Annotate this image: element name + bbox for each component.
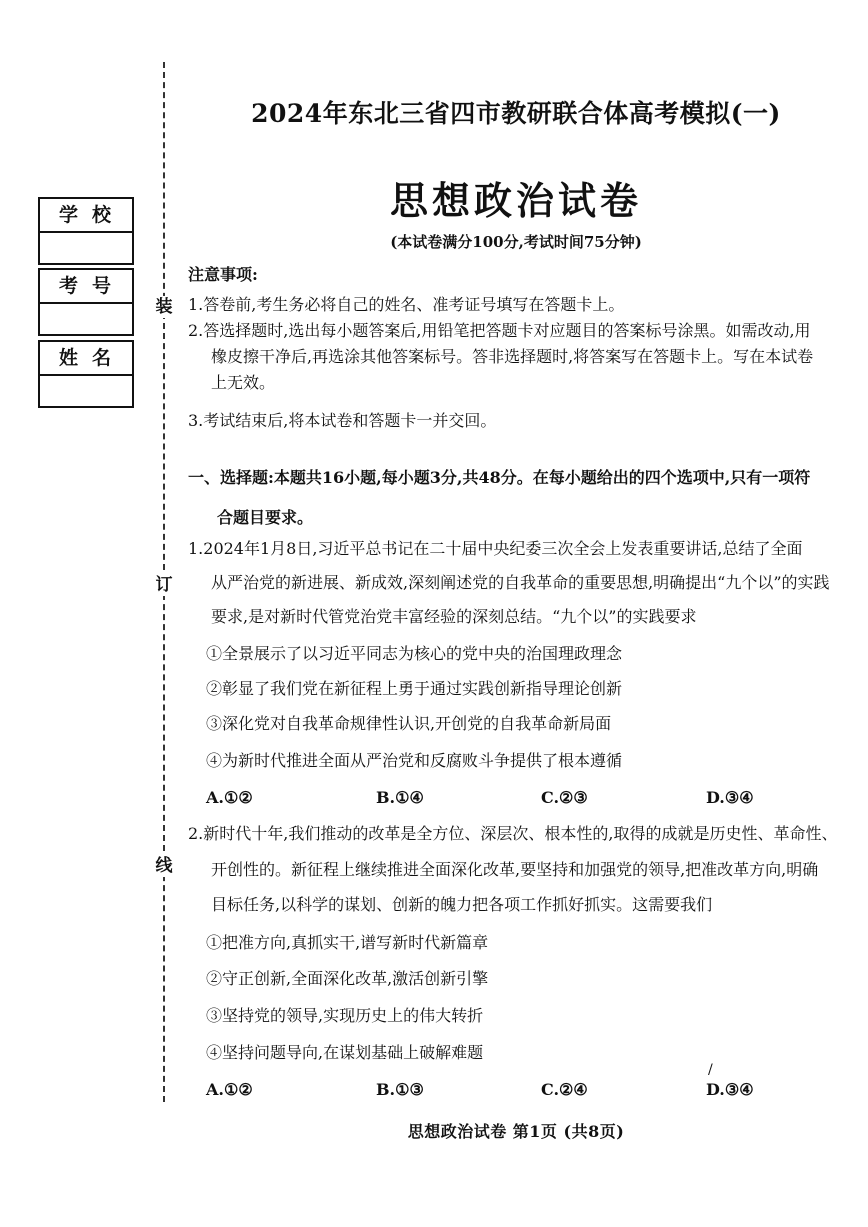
- school-fill-area[interactable]: [40, 233, 132, 263]
- binding-char-ding: 订: [152, 574, 176, 596]
- question-1-stem: 1.2024年1月8日,习近平总书记在二十届中央纪委三次全会上发表重要讲话,总结了全面: [188, 539, 803, 558]
- school-label: 学校: [40, 199, 132, 233]
- notes-title: 注意事项:: [188, 265, 258, 284]
- subject-title: 思想政治试卷: [389, 178, 642, 223]
- name-fill-area[interactable]: [40, 376, 132, 406]
- question-1-choice-c[interactable]: C.②③: [541, 788, 588, 807]
- pencil-mark: /: [708, 1062, 713, 1078]
- exam-title: 2024年东北三省四市教研联合体高考模拟(一): [251, 99, 781, 128]
- exam-number-label: 考号: [40, 270, 132, 304]
- question-2-stem: 开创性的。新征程上继续推进全面深化改革,要坚持和加强党的领导,把准改革方向,明确: [211, 860, 819, 879]
- school-field[interactable]: [38, 197, 134, 265]
- question-2-statement: ①把准方向,真抓实干,谱写新时代新篇章: [206, 933, 489, 952]
- question-2-choice-b[interactable]: B.①③: [376, 1080, 424, 1099]
- question-1-stem: 从严治党的新进展、新成效,深刻阐述党的自我革命的重要思想,明确提出“九个以”的实践: [211, 573, 830, 592]
- name-label: 姓名: [40, 342, 132, 376]
- name-field[interactable]: [38, 340, 134, 408]
- question-1-choice-b[interactable]: B.①④: [376, 788, 424, 807]
- note-item: 3.考试结束后,将本试卷和答题卡一并交回。: [188, 411, 497, 430]
- question-1-statement: ②彰显了我们党在新征程上勇于通过实践创新指导理论创新: [206, 679, 623, 698]
- binding-char-xian: 线: [152, 855, 176, 877]
- paper-info: (本试卷满分100分,考试时间75分钟): [390, 233, 642, 251]
- question-1-statement: ①全景展示了以习近平同志为核心的党中央的治国理政理念: [206, 644, 623, 663]
- section-heading: 一、选择题:本题共16小题,每小题3分,共48分。在每小题给出的四个选项中,只有一项符: [188, 468, 811, 487]
- question-2-stem: 目标任务,以科学的谋划、创新的魄力把各项工作抓好抓实。这需要我们: [211, 895, 713, 914]
- question-2-choice-a[interactable]: A.①②: [206, 1080, 253, 1099]
- exam-number-field[interactable]: [38, 268, 134, 336]
- question-2-statement: ③坚持党的领导,实现历史上的伟大转折: [206, 1006, 484, 1025]
- question-1-statement: ④为新时代推进全面从严治党和反腐败斗争提供了根本遵循: [206, 751, 623, 770]
- question-1-choice-a[interactable]: A.①②: [206, 788, 253, 807]
- note-item: 2.答选择题时,选出每小题答案后,用铅笔把答题卡对应题目的答案标号涂黑。如需改动,用: [188, 321, 811, 340]
- question-2-choice-d[interactable]: D.③④: [706, 1080, 754, 1099]
- note-item: 1.答卷前,考生务必将自己的姓名、准考证号填写在答题卡上。: [188, 295, 625, 314]
- page-footer: 思想政治试卷 第1页 (共8页): [407, 1122, 625, 1141]
- section-heading-cont: 合题目要求。: [217, 508, 314, 527]
- question-2-statement: ④坚持问题导向,在谋划基础上破解难题: [206, 1043, 484, 1062]
- question-2-statement: ②守正创新,全面深化改革,激活创新引擎: [206, 969, 489, 988]
- question-1-choice-d[interactable]: D.③④: [706, 788, 754, 807]
- question-1-statement: ③深化党对自我革命规律性认识,开创党的自我革命新局面: [206, 714, 612, 733]
- question-2-stem: 2.新时代十年,我们推动的改革是全方位、深层次、根本性的,取得的成就是历史性、革命性、: [188, 824, 838, 843]
- note-item: 橡皮擦干净后,再选涂其他答案标号。答非选择题时,将答案写在答题卡上。写在本试卷: [211, 347, 814, 366]
- note-item: 上无效。: [211, 373, 276, 392]
- exam-number-fill-area[interactable]: [40, 304, 132, 334]
- binding-char-zhuang: 装: [152, 296, 176, 318]
- question-2-choice-c[interactable]: C.②④: [541, 1080, 588, 1099]
- question-1-stem: 要求,是对新时代管党治党丰富经验的深刻总结。“九个以”的实践要求: [211, 607, 697, 626]
